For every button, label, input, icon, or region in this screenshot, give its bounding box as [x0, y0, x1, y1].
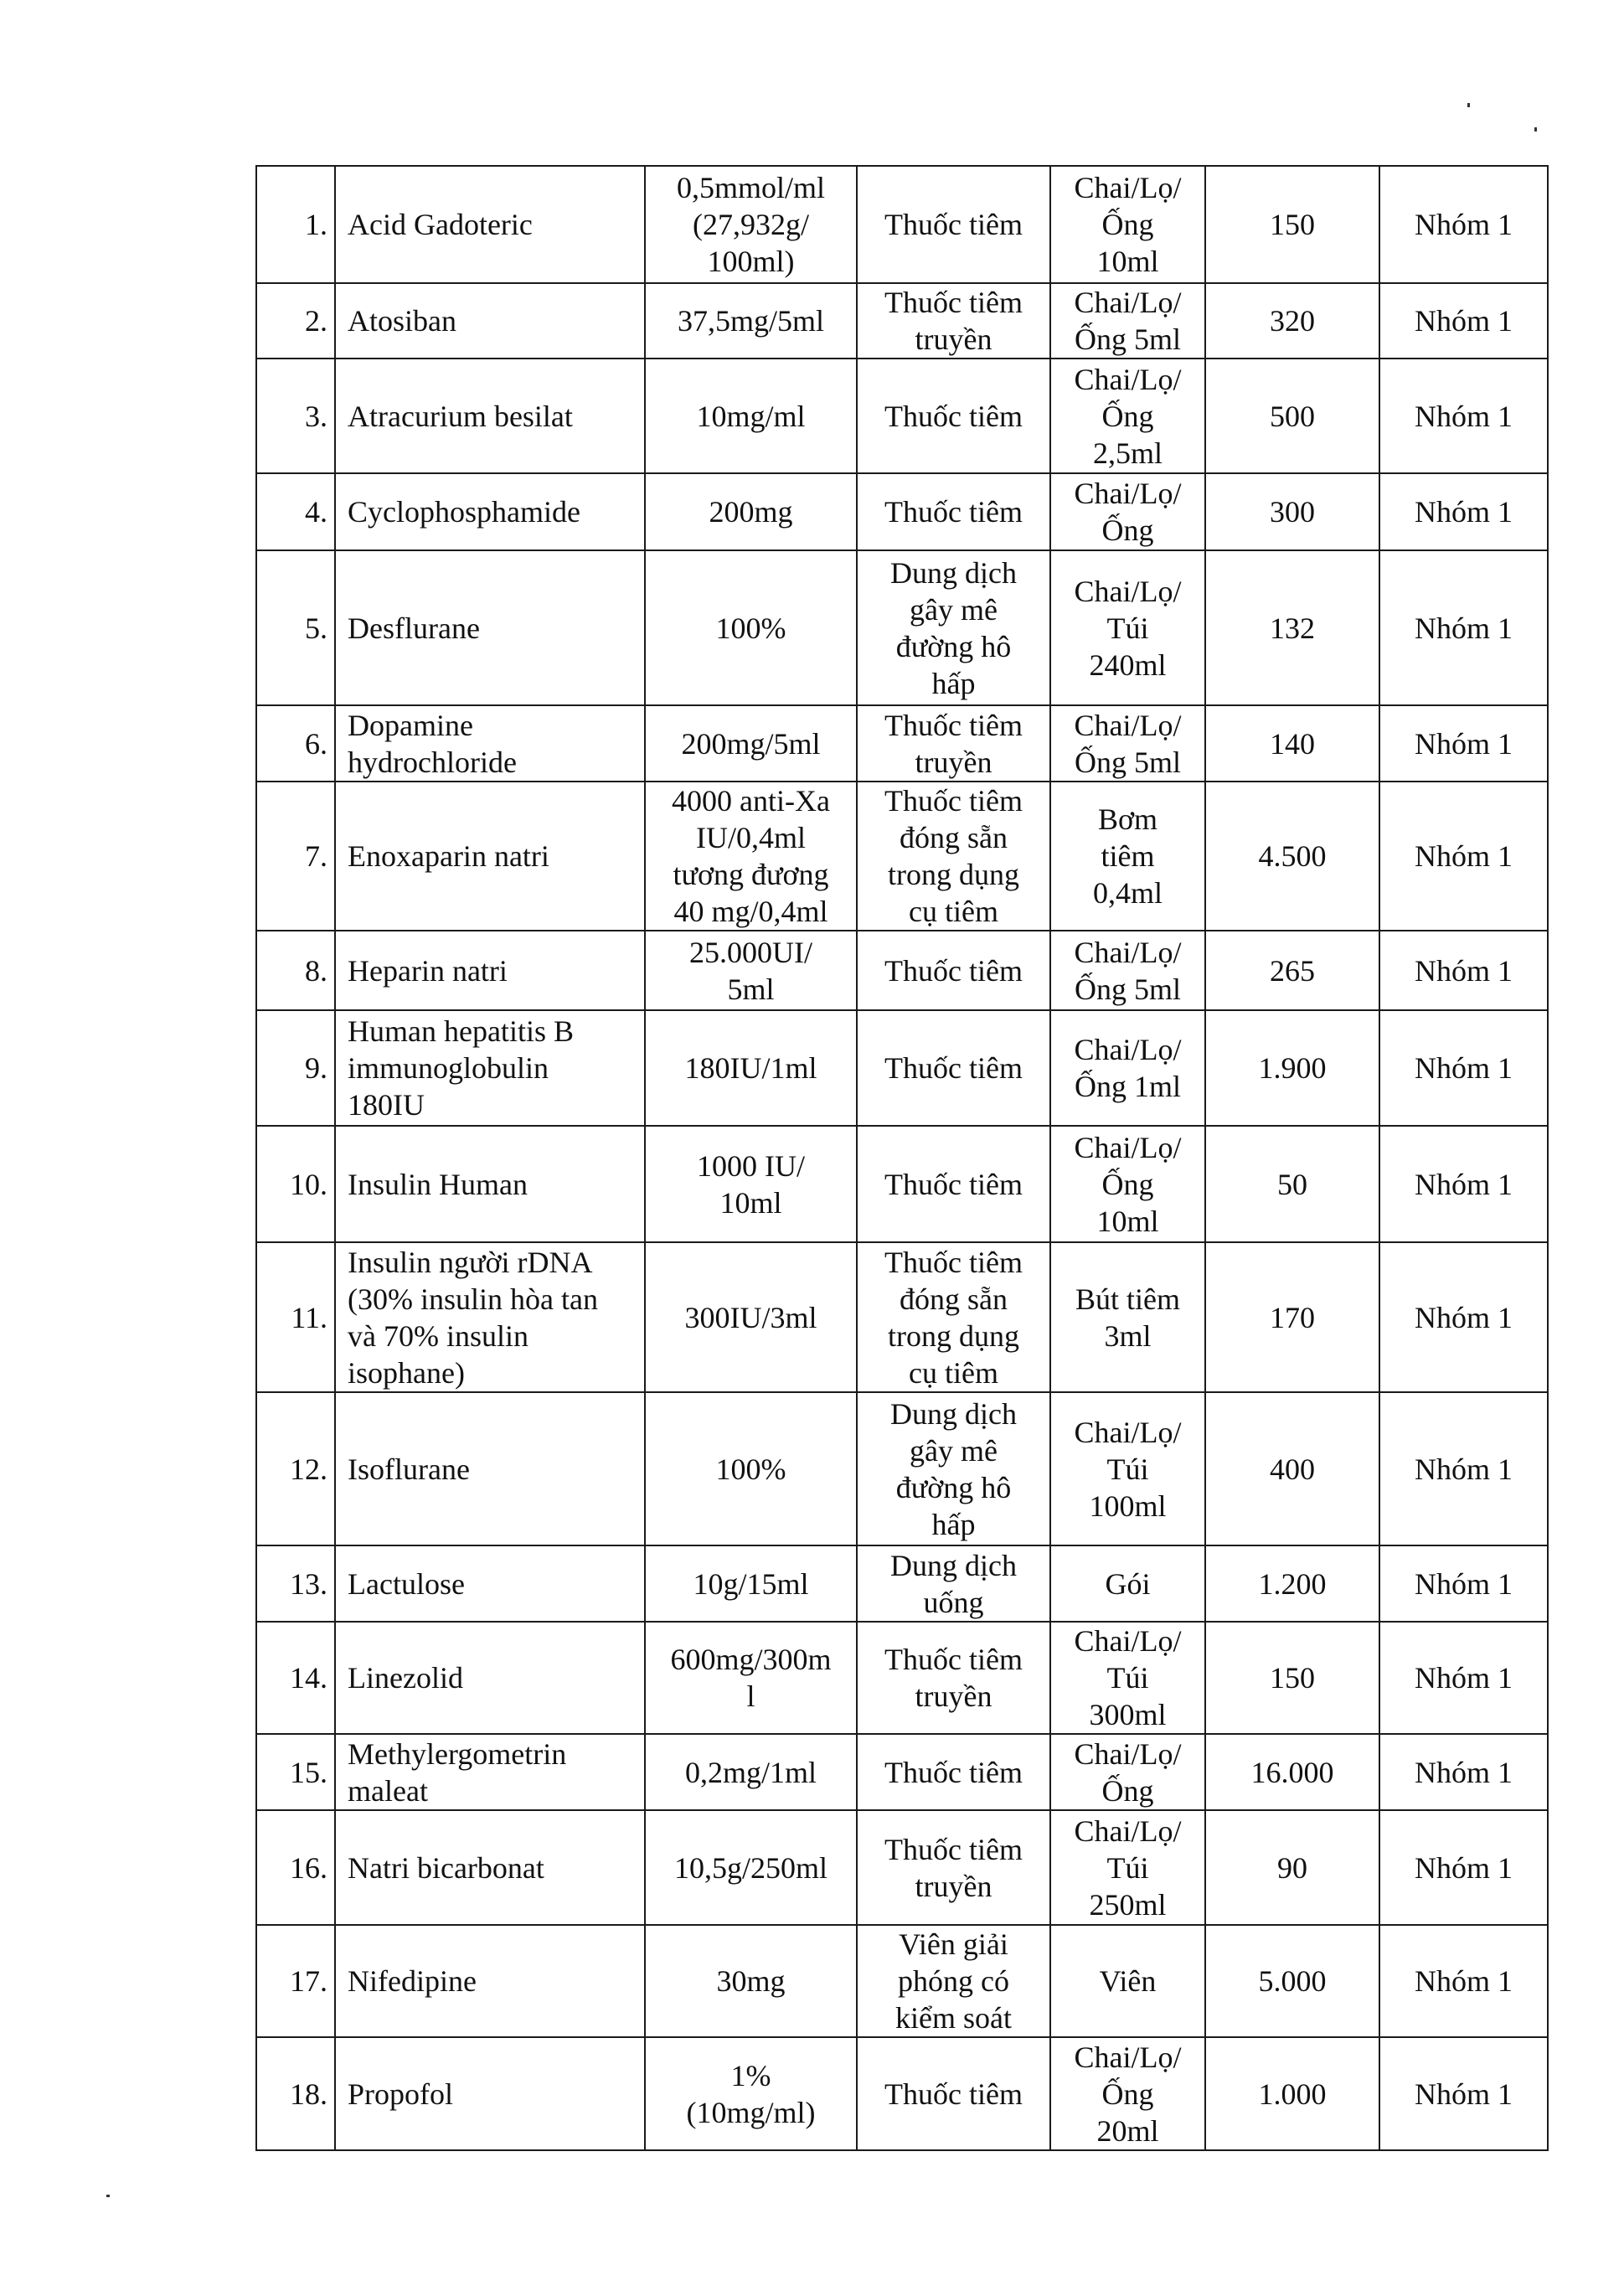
- cell-dosage-form: [857, 782, 1050, 931]
- cell-line: Propofol: [348, 2077, 453, 2111]
- table-row: [256, 1545, 1548, 1622]
- table-row: [256, 1392, 1548, 1545]
- cell-line: Atracurium besilat: [348, 399, 573, 433]
- cell-line: Linezolid: [348, 1661, 463, 1695]
- cell-concentration: [645, 166, 857, 283]
- cell-line: Ống 1ml: [1074, 1070, 1181, 1103]
- cell-quantity: 1.200: [1205, 1545, 1379, 1622]
- cell-line: 5ml: [727, 972, 775, 1006]
- cell-line: Bơm: [1097, 802, 1158, 836]
- cell-line: (10mg/ml): [686, 2095, 816, 2129]
- cell-package: [1050, 1925, 1205, 2037]
- cell-line: 180IU/1ml: [684, 1051, 817, 1085]
- cell-line: đường hô: [895, 1470, 1012, 1504]
- cell-concentration: [645, 473, 857, 550]
- cell-line: Ống: [1101, 1773, 1154, 1808]
- cell-stt: 6.: [256, 705, 335, 782]
- cell-name: [335, 931, 645, 1010]
- table-row: [256, 283, 1548, 359]
- cell-quantity: 90: [1205, 1810, 1379, 1925]
- cell-line: Chai/Lọ/: [1074, 935, 1182, 969]
- cell-line: 1%: [730, 2058, 771, 2092]
- cell-line: Chai/Lọ/: [1074, 1415, 1182, 1449]
- cell-line: Viên giải: [899, 1927, 1008, 1961]
- cell-line: 2,5ml: [1092, 436, 1163, 470]
- table-row: [256, 1126, 1548, 1242]
- cell-line: 10g/15ml: [693, 1566, 809, 1601]
- cell-line: Chai/Lọ/: [1074, 708, 1182, 742]
- cell-line: tiêm: [1101, 839, 1155, 873]
- cell-group: Nhóm 1: [1379, 1392, 1548, 1545]
- cell-dosage-form: [857, 1810, 1050, 1925]
- cell-line: 10ml: [1096, 245, 1159, 278]
- cell-stt: 18.: [256, 2037, 335, 2150]
- cell-line: 3ml: [1104, 1318, 1152, 1353]
- cell-concentration: [645, 1126, 857, 1242]
- cell-line: 180IU: [348, 1088, 425, 1122]
- cell-line: trong dụng: [888, 858, 1019, 891]
- cell-package: [1050, 1010, 1205, 1126]
- cell-line: Thuốc tiêm: [884, 953, 1023, 988]
- cell-concentration: [645, 1392, 857, 1545]
- cell-line: (27,932g/: [693, 208, 809, 241]
- cell-line: truyền: [915, 322, 992, 356]
- drug-list-table: [255, 165, 1549, 2151]
- table-row: [256, 782, 1548, 931]
- cell-quantity: 150: [1205, 166, 1379, 283]
- cell-line: Lactulose: [348, 1566, 465, 1601]
- cell-name: [335, 1242, 645, 1392]
- cell-line: Ống: [1101, 513, 1154, 547]
- cell-line: Túi: [1106, 1452, 1149, 1486]
- cell-dosage-form: [857, 359, 1050, 473]
- cell-line: Ống 5ml: [1074, 322, 1181, 356]
- cell-line: IU/0,4ml: [696, 821, 806, 854]
- cell-line: Dung dịch: [890, 1396, 1017, 1431]
- cell-line: Thuốc tiêm: [884, 286, 1023, 319]
- cell-stt: 2.: [256, 283, 335, 359]
- cell-group: Nhóm 1: [1379, 1545, 1548, 1622]
- cell-line: Ống: [1101, 2077, 1154, 2111]
- cell-line: đường hô: [895, 629, 1012, 663]
- table-row: [256, 705, 1548, 782]
- cell-line: Chai/Lọ/: [1074, 1130, 1182, 1164]
- cell-line: Chai/Lọ/: [1074, 1033, 1182, 1066]
- cell-line: Chai/Lọ/: [1074, 477, 1182, 510]
- cell-line: 100ml: [1089, 1489, 1167, 1523]
- cell-name: [335, 283, 645, 359]
- cell-line: Dopamine: [348, 708, 473, 742]
- cell-package: [1050, 2037, 1205, 2150]
- cell-name: [335, 705, 645, 782]
- table-row: [256, 473, 1548, 550]
- cell-line: maleat: [348, 1773, 428, 1808]
- cell-package: [1050, 782, 1205, 931]
- cell-concentration: [645, 550, 857, 705]
- cell-line: Thuốc tiêm: [884, 399, 1023, 433]
- cell-group: Nhóm 1: [1379, 359, 1548, 473]
- cell-dosage-form: [857, 283, 1050, 359]
- table-row: [256, 166, 1548, 283]
- cell-line: Thuốc tiêm: [884, 1245, 1023, 1279]
- cell-name: [335, 2037, 645, 2150]
- cell-line: 250ml: [1089, 1887, 1167, 1922]
- cell-line: truyền: [915, 1679, 992, 1713]
- scan-speck: [1467, 103, 1470, 107]
- cell-stt: 3.: [256, 359, 335, 473]
- cell-dosage-form: [857, 1622, 1050, 1734]
- cell-quantity: 320: [1205, 283, 1379, 359]
- cell-line: Heparin natri: [348, 953, 508, 988]
- cell-line: cụ tiêm: [909, 1355, 998, 1390]
- cell-package: [1050, 1734, 1205, 1810]
- cell-name: [335, 1545, 645, 1622]
- cell-quantity: 1.900: [1205, 1010, 1379, 1126]
- scan-speck: [1534, 127, 1537, 132]
- cell-concentration: [645, 1545, 857, 1622]
- cell-stt: 12.: [256, 1392, 335, 1545]
- cell-stt: 11.: [256, 1242, 335, 1392]
- cell-group: Nhóm 1: [1379, 931, 1548, 1010]
- cell-group: Nhóm 1: [1379, 283, 1548, 359]
- cell-dosage-form: [857, 1734, 1050, 1810]
- cell-line: Insulin Human: [348, 1167, 528, 1201]
- cell-line: 1000 IU/: [697, 1148, 805, 1183]
- cell-line: 300IU/3ml: [684, 1300, 817, 1334]
- table-row: [256, 1622, 1548, 1734]
- cell-concentration: [645, 1925, 857, 2037]
- cell-name: [335, 782, 645, 931]
- cell-package: [1050, 1810, 1205, 1925]
- cell-quantity: 500: [1205, 359, 1379, 473]
- cell-dosage-form: [857, 705, 1050, 782]
- cell-line: Thuốc tiêm: [884, 708, 1023, 742]
- cell-line: Chai/Lọ/: [1074, 362, 1182, 396]
- cell-line: Natri bicarbonat: [348, 1850, 544, 1885]
- table-row: [256, 359, 1548, 473]
- table-row: [256, 931, 1548, 1010]
- cell-line: Thuốc tiêm: [884, 1051, 1023, 1085]
- cell-line: truyền: [915, 1869, 992, 1903]
- cell-name: [335, 1010, 645, 1126]
- cell-concentration: [645, 283, 857, 359]
- cell-line: 300ml: [1089, 1698, 1167, 1731]
- cell-line: Ống: [1101, 399, 1154, 433]
- cell-line: Ống 5ml: [1074, 745, 1181, 779]
- cell-stt: 13.: [256, 1545, 335, 1622]
- cell-line: 10mg/ml: [696, 399, 806, 433]
- cell-line: Atosiban: [348, 304, 456, 338]
- cell-line: Insulin người rDNA: [348, 1245, 593, 1279]
- cell-line: Túi: [1106, 611, 1149, 645]
- cell-line: 200mg: [709, 495, 793, 529]
- cell-line: 0,2mg/1ml: [684, 1755, 817, 1789]
- cell-stt: 8.: [256, 931, 335, 1010]
- cell-line: Thuốc tiêm: [884, 1167, 1023, 1201]
- cell-concentration: [645, 1810, 857, 1925]
- cell-line: 4000 anti-Xa: [672, 784, 830, 818]
- cell-concentration: [645, 705, 857, 782]
- cell-line: 20ml: [1096, 2113, 1159, 2148]
- cell-dosage-form: [857, 2037, 1050, 2150]
- cell-line: Human hepatitis B: [348, 1014, 574, 1048]
- cell-package: [1050, 1242, 1205, 1392]
- cell-quantity: 400: [1205, 1392, 1379, 1545]
- cell-package: [1050, 283, 1205, 359]
- cell-line: Chai/Lọ/: [1074, 171, 1182, 204]
- cell-line: Túi: [1106, 1661, 1149, 1695]
- cell-concentration: [645, 1622, 857, 1734]
- cell-concentration: [645, 931, 857, 1010]
- cell-line: trong dụng: [888, 1318, 1019, 1353]
- cell-name: [335, 1810, 645, 1925]
- cell-name: [335, 473, 645, 550]
- cell-stt: 4.: [256, 473, 335, 550]
- cell-name: [335, 1734, 645, 1810]
- cell-package: [1050, 931, 1205, 1010]
- cell-stt: 17.: [256, 1925, 335, 2037]
- cell-line: Dung dịch: [890, 1548, 1017, 1582]
- cell-dosage-form: [857, 1126, 1050, 1242]
- cell-group: Nhóm 1: [1379, 1925, 1548, 2037]
- cell-package: [1050, 473, 1205, 550]
- cell-quantity: 16.000: [1205, 1734, 1379, 1810]
- cell-line: Chai/Lọ/: [1074, 2040, 1182, 2074]
- cell-quantity: 4.500: [1205, 782, 1379, 931]
- cell-line: Thuốc tiêm: [884, 2077, 1023, 2111]
- table-row: [256, 1810, 1548, 1925]
- cell-concentration: [645, 1242, 857, 1392]
- cell-quantity: 132: [1205, 550, 1379, 705]
- table-row: [256, 1010, 1548, 1126]
- cell-package: [1050, 550, 1205, 705]
- cell-dosage-form: [857, 1925, 1050, 2037]
- cell-dosage-form: [857, 1545, 1050, 1622]
- cell-quantity: 140: [1205, 705, 1379, 782]
- table-row: [256, 550, 1548, 705]
- cell-quantity: 50: [1205, 1126, 1379, 1242]
- cell-line: đóng sẵn: [900, 821, 1008, 854]
- cell-quantity: 170: [1205, 1242, 1379, 1392]
- cell-line: 100%: [715, 1452, 786, 1486]
- cell-line: 0,5mmol/ml: [676, 171, 825, 204]
- cell-line: 600mg/300m: [670, 1643, 832, 1676]
- cell-group: Nhóm 1: [1379, 1810, 1548, 1925]
- cell-line: uống: [923, 1585, 984, 1619]
- cell-dosage-form: [857, 1242, 1050, 1392]
- cell-stt: 10.: [256, 1126, 335, 1242]
- cell-name: [335, 1925, 645, 2037]
- cell-line: hydrochloride: [348, 745, 517, 779]
- cell-line: hấp: [931, 1507, 976, 1541]
- cell-line: Nifedipine: [348, 1964, 477, 1998]
- cell-line: Viên: [1099, 1964, 1157, 1998]
- cell-line: Thuốc tiêm: [884, 1755, 1023, 1789]
- cell-package: [1050, 1392, 1205, 1545]
- cell-stt: 1.: [256, 166, 335, 283]
- cell-line: cụ tiêm: [909, 895, 998, 928]
- cell-name: [335, 550, 645, 705]
- cell-quantity: 265: [1205, 931, 1379, 1010]
- cell-name: [335, 1622, 645, 1734]
- cell-package: [1050, 1622, 1205, 1734]
- cell-stt: 16.: [256, 1810, 335, 1925]
- cell-line: Dung dịch: [890, 555, 1017, 590]
- cell-stt: 15.: [256, 1734, 335, 1810]
- cell-line: 100ml): [707, 245, 795, 278]
- cell-group: Nhóm 1: [1379, 1622, 1548, 1734]
- cell-line: immunoglobulin: [348, 1051, 549, 1085]
- cell-group: Nhóm 1: [1379, 782, 1548, 931]
- cell-line: 200mg/5ml: [681, 726, 821, 761]
- cell-stt: 14.: [256, 1622, 335, 1734]
- cell-stt: 5.: [256, 550, 335, 705]
- cell-line: Thuốc tiêm: [884, 495, 1023, 529]
- cell-line: 10,5g/250ml: [673, 1850, 827, 1885]
- cell-line: 30mg: [716, 1964, 786, 1998]
- cell-line: phóng có: [898, 1964, 1009, 1998]
- cell-concentration: [645, 1734, 857, 1810]
- cell-line: Acid Gadoteric: [348, 208, 533, 241]
- cell-line: 37,5mg/5ml: [677, 304, 824, 338]
- cell-package: [1050, 1126, 1205, 1242]
- cell-group: Nhóm 1: [1379, 166, 1548, 283]
- cell-dosage-form: [857, 1392, 1050, 1545]
- cell-quantity: 300: [1205, 473, 1379, 550]
- cell-name: [335, 166, 645, 283]
- table-row: [256, 1734, 1548, 1810]
- cell-concentration: [645, 782, 857, 931]
- cell-stt: 9.: [256, 1010, 335, 1126]
- cell-package: [1050, 359, 1205, 473]
- table-row: [256, 1925, 1548, 2037]
- cell-dosage-form: [857, 1010, 1050, 1126]
- table-row: [256, 1242, 1548, 1392]
- cell-line: Thuốc tiêm: [884, 1643, 1023, 1676]
- cell-group: Nhóm 1: [1379, 1734, 1548, 1810]
- cell-group: Nhóm 1: [1379, 1010, 1548, 1126]
- cell-concentration: [645, 2037, 857, 2150]
- cell-group: Nhóm 1: [1379, 705, 1548, 782]
- cell-line: Ống 5ml: [1074, 972, 1181, 1006]
- cell-line: isophane): [348, 1355, 465, 1390]
- cell-line: Chai/Lọ/: [1074, 574, 1182, 608]
- cell-line: l: [746, 1679, 755, 1713]
- cell-name: [335, 1126, 645, 1242]
- cell-group: Nhóm 1: [1379, 473, 1548, 550]
- cell-line: 25.000UI/: [689, 935, 812, 969]
- cell-line: 10ml: [719, 1185, 782, 1220]
- cell-line: Gói: [1105, 1566, 1151, 1601]
- cell-group: Nhóm 1: [1379, 1126, 1548, 1242]
- cell-package: [1050, 1545, 1205, 1622]
- cell-line: 100%: [715, 611, 786, 645]
- cell-line: Enoxaparin natri: [348, 839, 549, 873]
- cell-line: Thuốc tiêm: [884, 784, 1023, 818]
- cell-line: Thuốc tiêm: [884, 1832, 1023, 1866]
- cell-concentration: [645, 359, 857, 473]
- cell-line: Chai/Lọ/: [1074, 286, 1182, 319]
- cell-line: gây mê: [910, 1433, 998, 1468]
- cell-group: Nhóm 1: [1379, 550, 1548, 705]
- cell-quantity: 5.000: [1205, 1925, 1379, 2037]
- cell-line: Isoflurane: [348, 1452, 470, 1486]
- cell-group: Nhóm 1: [1379, 1242, 1548, 1392]
- cell-quantity: 150: [1205, 1622, 1379, 1734]
- cell-line: 0,4ml: [1092, 876, 1163, 910]
- cell-line: 10ml: [1096, 1204, 1159, 1238]
- cell-line: Desflurane: [348, 611, 480, 645]
- cell-line: và 70% insulin: [348, 1318, 528, 1353]
- cell-stt: 7.: [256, 782, 335, 931]
- cell-quantity: 1.000: [1205, 2037, 1379, 2150]
- cell-dosage-form: [857, 550, 1050, 705]
- cell-line: Ống: [1101, 1167, 1154, 1201]
- cell-line: Chai/Lọ/: [1074, 1736, 1182, 1771]
- cell-line: hấp: [931, 666, 976, 700]
- cell-package: [1050, 166, 1205, 283]
- cell-line: gây mê: [910, 592, 998, 627]
- cell-line: 240ml: [1089, 648, 1167, 682]
- cell-line: truyền: [915, 745, 992, 779]
- cell-line: Methylergometrin: [348, 1736, 567, 1771]
- cell-dosage-form: [857, 931, 1050, 1010]
- cell-package: [1050, 705, 1205, 782]
- drug-list-body: [256, 166, 1548, 2150]
- cell-line: Chai/Lọ/: [1074, 1814, 1182, 1848]
- cell-name: [335, 1392, 645, 1545]
- scan-speck: [106, 2195, 110, 2197]
- cell-line: đóng sẵn: [900, 1282, 1008, 1316]
- cell-line: 40 mg/0,4ml: [673, 895, 828, 928]
- cell-line: tương đương: [673, 858, 829, 891]
- cell-line: Túi: [1106, 1850, 1149, 1885]
- cell-line: Bút tiêm: [1075, 1282, 1180, 1316]
- cell-dosage-form: [857, 166, 1050, 283]
- cell-line: Thuốc tiêm: [884, 208, 1023, 241]
- table-row: [256, 2037, 1548, 2150]
- cell-line: (30% insulin hòa tan: [348, 1282, 598, 1316]
- cell-dosage-form: [857, 473, 1050, 550]
- cell-concentration: [645, 1010, 857, 1126]
- cell-line: Ống: [1101, 208, 1154, 241]
- cell-name: [335, 359, 645, 473]
- cell-line: Chai/Lọ/: [1074, 1624, 1182, 1658]
- cell-line: Cyclophosphamide: [348, 495, 580, 529]
- cell-line: kiểm soát: [895, 2001, 1012, 2035]
- cell-group: Nhóm 1: [1379, 2037, 1548, 2150]
